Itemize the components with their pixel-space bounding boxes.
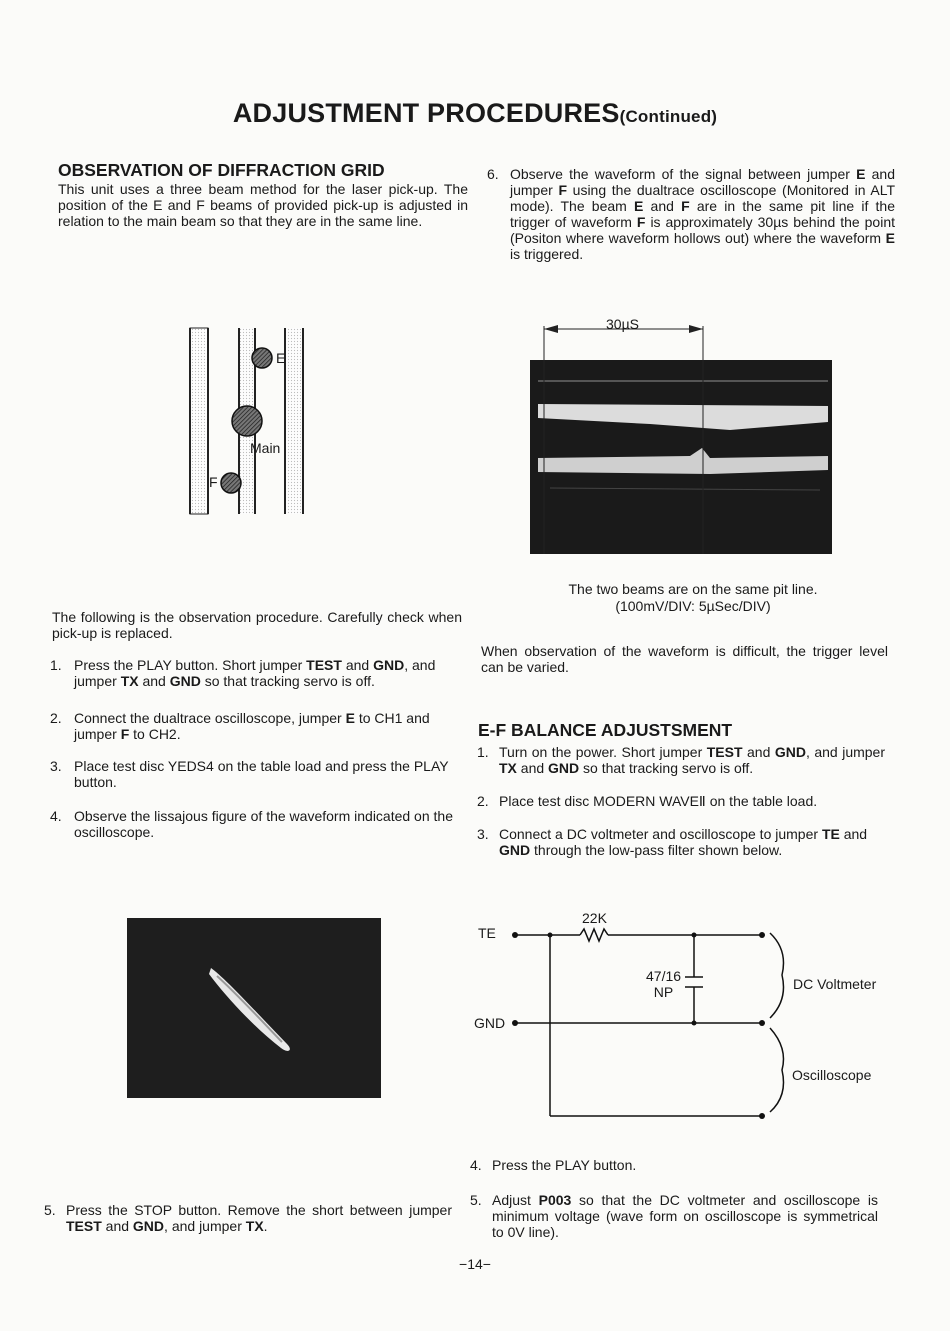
low-pass-filter-circuit (470, 900, 800, 1130)
waveform-photo (530, 318, 832, 554)
beam-main-spot (232, 406, 262, 436)
heading-diffraction-grid: OBSERVATION OF DIFFRACTION GRID (58, 160, 385, 180)
page-number: −14− (459, 1256, 491, 1272)
difficult-note: When observation of the waveform is difficult, the trigger level can be varied. (481, 643, 888, 675)
diffraction-grid-figure (185, 325, 310, 517)
beam-e-spot (252, 348, 272, 368)
scope-caption: The two beams are on the same pit line. (100mV/DIV: 5µSec/DIV) (568, 581, 818, 614)
circuit-dc-voltmeter-label: DC Voltmeter (793, 976, 877, 992)
lissajous-photo (127, 918, 381, 1098)
heading-ef-balance: E-F BALANCE ADJUSTSMENT (478, 720, 733, 740)
circuit-gnd-label: GND (474, 1015, 506, 1031)
scope-30us-label: 30µS (606, 316, 639, 332)
circuit-oscilloscope-label: Oscilloscope (792, 1067, 872, 1083)
circuit-te-label: TE (478, 925, 496, 941)
circuit-resistor-label: 22K (582, 910, 607, 926)
label-f: F (209, 474, 218, 490)
label-main: Main (250, 440, 281, 456)
intro-paragraph: This unit uses a three beam method for the laser pick-up. The position of the E and F beams of provided pick-up is adjusted in relation to the main beam so that they are in the same line. (58, 181, 468, 229)
label-e: E (276, 350, 286, 366)
beam-f-spot (221, 473, 241, 493)
procedure-intro: The following is the observation procedure. Carefully check when pick-up is replaced. (52, 609, 462, 641)
page-title: ADJUSTMENT PROCEDURES(Continued) (232, 98, 718, 128)
circuit-capacitor-label: 47/16 NP (646, 968, 682, 1000)
